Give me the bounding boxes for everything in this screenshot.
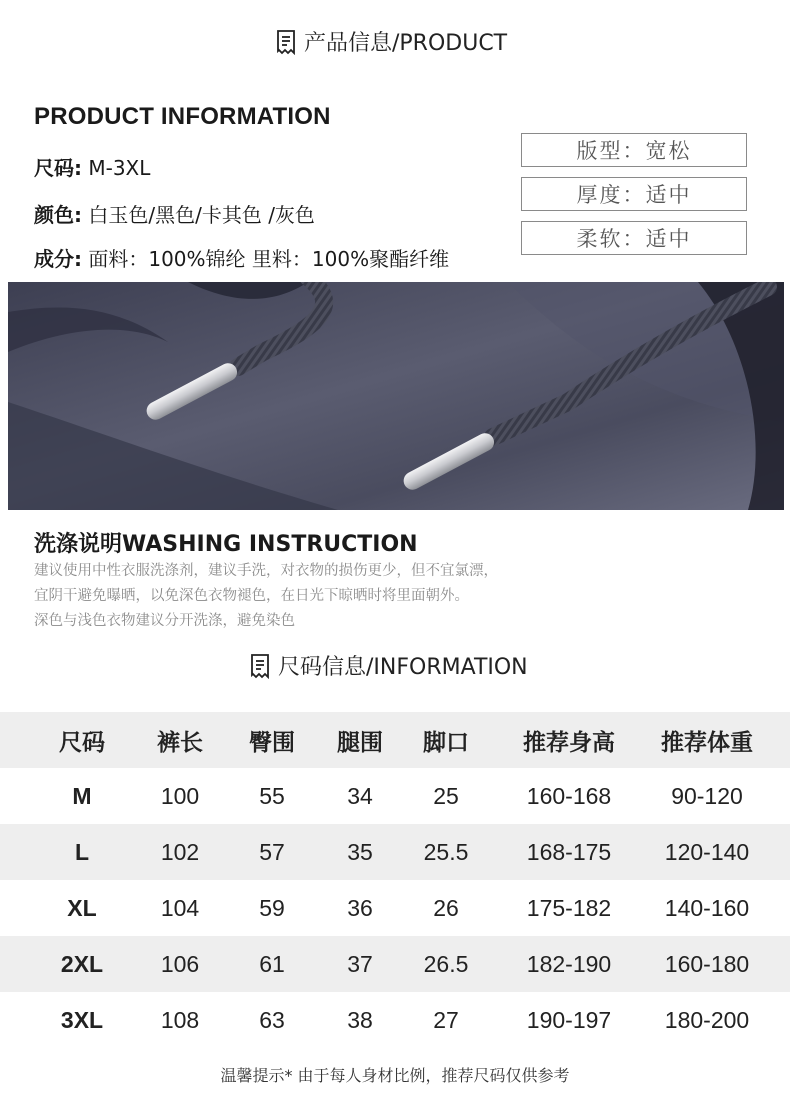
spec-thickness: 厚度：适中 <box>521 177 747 211</box>
header-cell: 尺码 <box>59 729 105 756</box>
size-section-header <box>250 650 528 681</box>
table-row <box>0 768 790 824</box>
table-cell: 104 <box>160 894 200 921</box>
table-cell: 36 <box>347 894 373 921</box>
table-row <box>0 880 790 936</box>
table-cell: XL <box>67 894 97 921</box>
table-cell: 108 <box>160 1006 200 1033</box>
table-cell: 140-160 <box>664 894 750 921</box>
attr-color <box>34 199 315 228</box>
table-cell: 3XL <box>60 1006 104 1033</box>
receipt-icon <box>250 653 270 679</box>
attr-size-label: 尺码: <box>34 156 82 180</box>
attr-color-value: 白玉色/黑色/卡其色 /灰色 <box>88 203 315 227</box>
table-cell: 25.5 <box>423 838 469 865</box>
attr-material <box>34 243 449 272</box>
table-cell: 37 <box>347 950 373 977</box>
table-cell: 61 <box>259 950 285 977</box>
table-cell: 120-140 <box>664 838 750 865</box>
table-row <box>0 824 790 880</box>
attr-material-value: 面料：100%锦纶 里料：100%聚酯纤维 <box>88 247 450 271</box>
washing-line-3: 深色与浅色衣物建议分开洗涤，避免染色 <box>34 613 295 629</box>
table-cell: 2XL <box>60 950 104 977</box>
table-cell: 102 <box>160 838 200 865</box>
table-cell: 182-190 <box>526 950 612 977</box>
receipt-icon <box>276 29 296 55</box>
table-cell: 160-180 <box>664 950 750 977</box>
attr-material-label: 成分: <box>34 247 82 271</box>
table-cell: 26.5 <box>423 950 469 977</box>
table-cell: 160-168 <box>526 782 612 809</box>
table-cell: 63 <box>259 1006 285 1033</box>
table-cell: 100 <box>160 782 200 809</box>
header-cell: 臀围 <box>249 729 295 756</box>
table-cell: 27 <box>433 1006 459 1033</box>
table-header-row <box>0 712 790 768</box>
table-cell: 190-197 <box>526 1006 612 1033</box>
table-cell: 38 <box>347 1006 373 1033</box>
drawstring-closeup-image <box>8 282 784 510</box>
header-cell: 推荐身高 <box>523 729 615 756</box>
attr-size <box>34 152 150 181</box>
table-cell: 106 <box>160 950 200 977</box>
washing-line-2: 宜阴干避免曝晒，以免深色衣物褪色，在日光下晾晒时将里面朝外。 <box>34 588 469 604</box>
table-cell: L <box>74 838 90 865</box>
spec-softness: 柔软：适中 <box>521 221 747 255</box>
washing-title: 洗涤说明WASHING INSTRUCTION <box>34 532 418 557</box>
table-cell: 55 <box>259 782 285 809</box>
table-cell: 168-175 <box>526 838 612 865</box>
header-cell: 腿围 <box>337 729 383 756</box>
table-cell: 26 <box>433 894 459 921</box>
table-cell: 175-182 <box>526 894 612 921</box>
table-row <box>0 992 790 1048</box>
attr-size-value: M-3XL <box>88 156 151 180</box>
table-cell: 34 <box>347 782 373 809</box>
product-section-header <box>276 26 507 57</box>
product-header-text: 产品信息/PRODUCT <box>304 31 508 56</box>
spec-fit: 版型：宽松 <box>521 133 747 167</box>
table-cell: 57 <box>259 838 285 865</box>
table-row <box>0 936 790 992</box>
table-cell: 59 <box>259 894 285 921</box>
product-photo <box>8 282 784 510</box>
header-cell: 推荐体重 <box>661 729 753 756</box>
size-tip: 温馨提示* 由于每人身材比例，推荐尺码仅供参考 <box>220 1066 570 1085</box>
table-cell: 90-120 <box>671 782 743 809</box>
attr-color-label: 颜色: <box>34 203 82 227</box>
table-cell: 35 <box>347 838 373 865</box>
table-cell: M <box>72 782 92 809</box>
size-table <box>0 712 790 1048</box>
table-cell: 25 <box>433 782 459 809</box>
size-header-text: 尺码信息/INFORMATION <box>278 655 528 680</box>
header-cell: 脚口 <box>423 729 469 756</box>
product-info-title: PRODUCT INFORMATION <box>34 103 331 130</box>
table-cell: 180-200 <box>664 1006 750 1033</box>
washing-line-1: 建议使用中性衣服洗涤剂，建议手洗，对衣物的损伤更少，但不宜氯漂， <box>34 563 498 579</box>
header-cell: 裤长 <box>157 729 203 756</box>
